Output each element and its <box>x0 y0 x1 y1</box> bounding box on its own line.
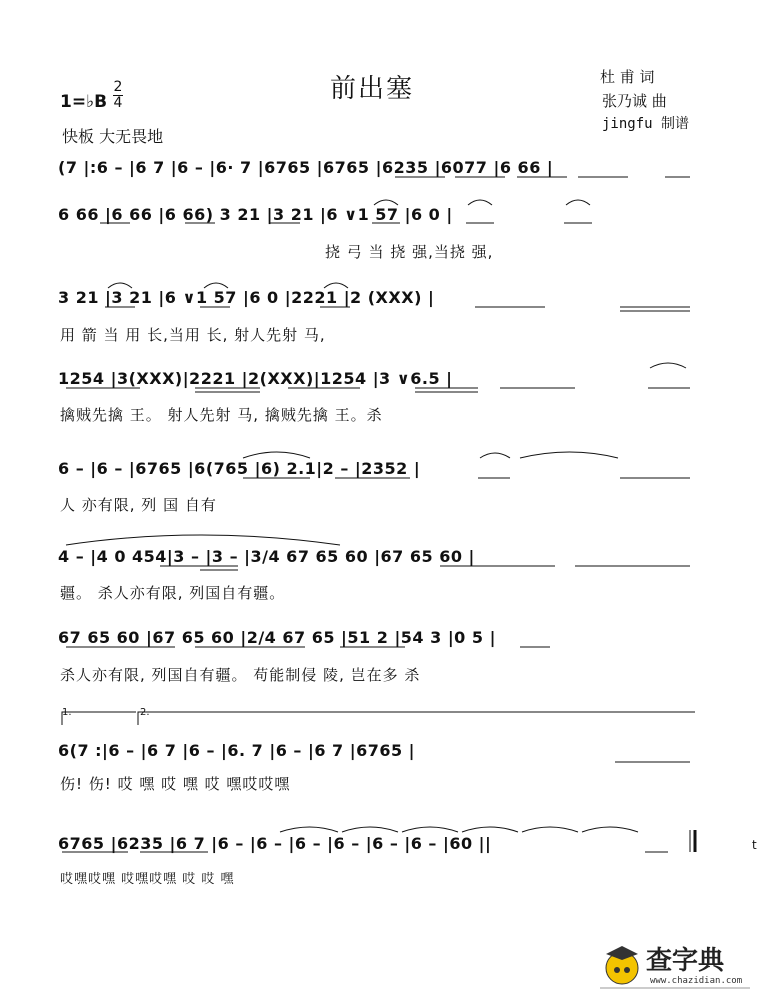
lyrics-row-6: 疆。 杀人亦有限, 列国自有疆。 <box>60 584 286 602</box>
lyrics-row-3: 用 箭 当 用 长,当用 长, 射人先射 马, <box>60 326 326 344</box>
song-title: 前出塞 <box>330 74 415 104</box>
key-signature: 1=♭B <box>60 92 108 112</box>
watermark-text: 查字典 <box>646 946 725 976</box>
lyrics-row-7: 杀人亦有限, 列国自有疆。 苟能制侵 陵, 岂在多 杀 <box>60 666 421 684</box>
lyrics-row-8: 伤! 伤! 哎 嘿 哎 嘿 哎 嘿哎哎嘿 <box>60 775 291 793</box>
tempo-marking: 快板 大无畏地 <box>62 127 164 146</box>
lyrics-row-4: 擒贼先擒 王。 射人先射 马, 擒贼先擒 王。杀 <box>60 406 383 424</box>
notes-row-5: 6 – |6 – |6765 |6(765 |6) 2.1|2 – |2352 | <box>58 459 421 478</box>
edge-fragment: t <box>752 838 757 852</box>
notes-row-9: 6765 |6235 |6 7 |6 – |6 – |6 – |6 – |6 – |6 – |60 || <box>58 834 492 853</box>
lyricist-credit: 杜 甫 词 <box>600 68 655 86</box>
notes-row-4: 1254 |3(XXX)|2221 |2(XXX)|1254 |3 ∨6.5 | <box>58 369 453 388</box>
volta-first-label: 1. <box>62 707 72 718</box>
watermark-url: www.chazidian.com <box>650 976 743 986</box>
notes-row-3: 3 21 |3 21 |6 ∨1 57 |6 0 |2221 |2 (XXX) | <box>58 288 435 307</box>
notes-row-1: (7 |:6 – |6 7 |6 – |6· 7 |6765 |6765 |6235 |6077 |6 66 | <box>58 158 554 177</box>
volta-second-label: 2. <box>140 707 150 718</box>
lyrics-row-2: 挠 弓 当 挠 强,当挠 强, <box>325 243 494 261</box>
notes-row-2: 6 66 |6 66 |6 66) 3 21 |3 21 |6 ∨1 57 |6 0 | <box>58 205 453 224</box>
notes-row-7: 67 65 60 |67 65 60 |2/4 67 65 |51 2 |54 3 |0 5 | <box>58 628 496 647</box>
lyrics-row-9: 哎嘿哎嘿 哎嘿哎嘿 哎 哎 嘿 <box>60 872 235 887</box>
notes-row-8: 6(7 :|6 – |6 7 |6 – |6. 7 |6 – |6 7 |6765 | <box>58 741 416 760</box>
lyrics-row-5: 人 亦有限, 列 国 自有 <box>60 496 217 514</box>
meter-bottom: 4 <box>113 95 123 111</box>
meter-top: 2 <box>113 79 123 95</box>
arranger-credit: jingfu 制谱 <box>602 116 690 132</box>
notes-row-6: 4 – |4 0 454|3 – |3 – |3/4 67 65 60 |67 65 60 | <box>58 547 475 566</box>
composer-credit: 张乃诚 曲 <box>602 92 667 110</box>
